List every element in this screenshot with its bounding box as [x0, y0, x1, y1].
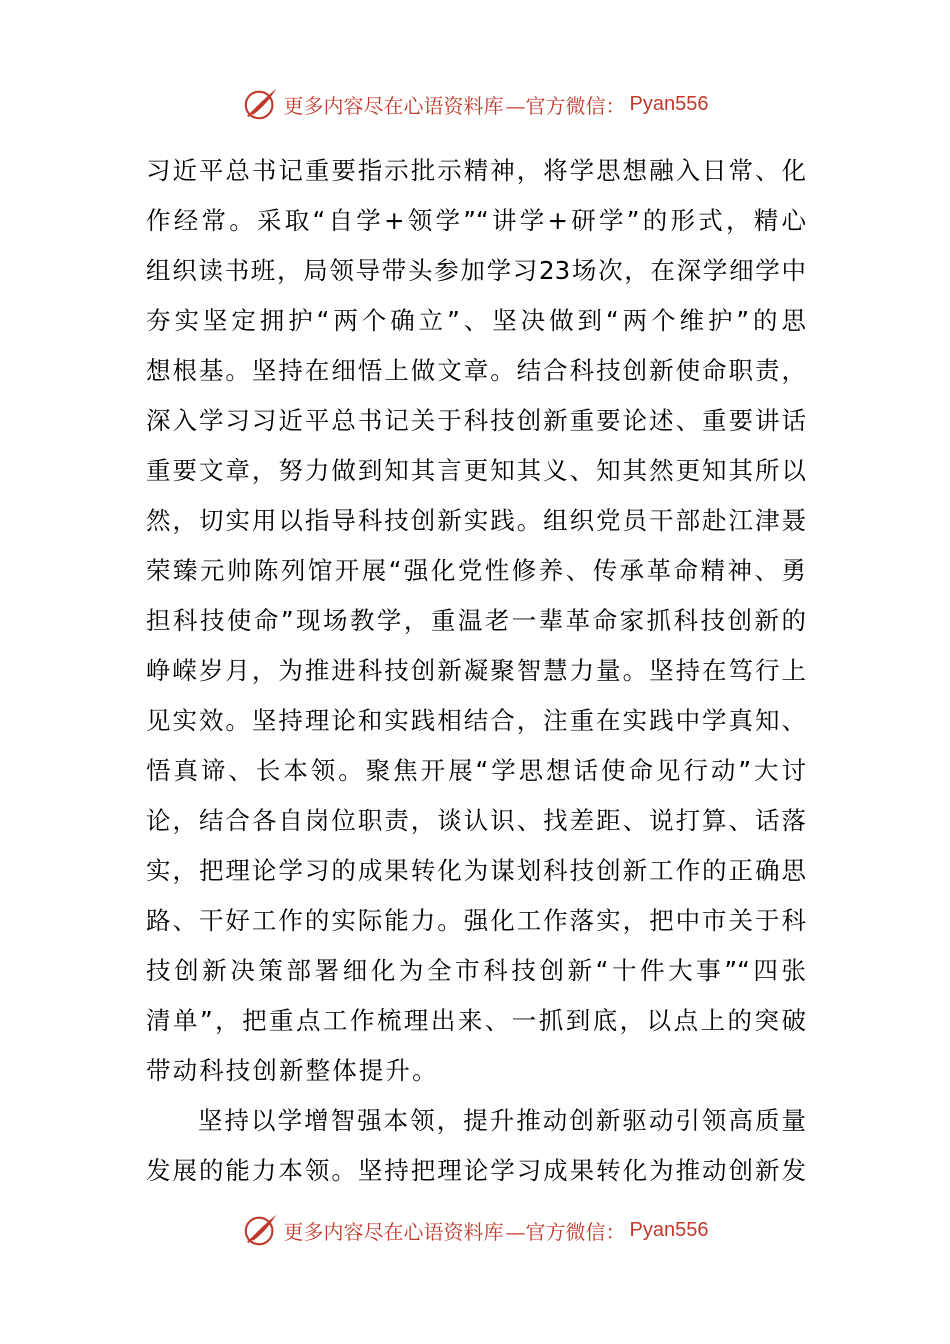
text-line: 峥嵘岁月，为推进科技创新凝聚智慧力量。坚持在笃行上 — [146, 656, 806, 685]
text-line: 习近平总书记重要指示批示精神，将学思想融入日常、化 — [146, 156, 806, 185]
text-line: 然，切实用以指导科技创新实践。组织党员干部赴江津聂 — [146, 506, 806, 535]
text-line: 组织读书班，局领导带头参加学习23场次，在深学细学中 — [146, 256, 806, 285]
paragraph-1 — [146, 146, 806, 1096]
footer-watermark-banner — [0, 1208, 950, 1252]
text-line: 担科技使命”现场教学，重温老一辈革命家抓科技创新的 — [146, 606, 806, 635]
text-line: 坚持以学增智强本领，提升推动创新驱动引领高质量 — [198, 1106, 806, 1135]
paragraph-2 — [146, 1096, 806, 1196]
banner-main-text: 更多内容尽在心语资料库 — [283, 93, 504, 118]
document-body — [146, 146, 806, 1196]
text-line: 论，结合各自岗位职责，谈认识、找差距、说打算、话落 — [146, 806, 806, 835]
text-line: 发展的能力本领。坚持把理论学习成果转化为推动创新发 — [146, 1156, 806, 1185]
text-line: 实，把理论学习的成果转化为谋划科技创新工作的正确思 — [146, 856, 806, 885]
banner-sub-text: —官方微信： — [505, 93, 626, 118]
text-line: 悟真谛、长本领。聚焦开展“学思想话使命见行动”大讨 — [146, 756, 806, 785]
text-line: 作经常。采取“自学+领学”“讲学+研学”的形式，精心 — [146, 206, 806, 235]
text-line: 荣臻元帅陈列馆开展“强化党性修养、传承革命精神、勇 — [146, 556, 806, 585]
text-line: 深入学习习近平总书记关于科技创新重要论述、重要讲话 — [146, 406, 806, 435]
text-line: 重要文章，努力做到知其言更知其义、知其然更知其所以 — [146, 456, 806, 485]
quill-pen-logo-icon — [242, 85, 280, 123]
text-line: 见实效。坚持理论和实践相结合，注重在实践中学真知、 — [146, 706, 806, 735]
header-watermark-banner — [0, 82, 950, 126]
quill-pen-logo-icon — [242, 1211, 280, 1249]
text-line: 想根基。坚持在细悟上做文章。结合科技创新使命职责， — [146, 356, 806, 385]
text-line: 带动科技创新整体提升。 — [146, 1056, 439, 1085]
banner-wechat-id: Pyan556 — [629, 1218, 709, 1241]
text-line: 夯实坚定拥护“两个确立”、坚决做到“两个维护”的思 — [146, 306, 806, 335]
banner-wechat-id: Pyan556 — [629, 92, 709, 115]
text-line: 路、干好工作的实际能力。强化工作落实，把中市关于科 — [146, 906, 806, 935]
banner-sub-text: —官方微信： — [505, 1219, 626, 1244]
banner-main-text: 更多内容尽在心语资料库 — [283, 1219, 504, 1244]
text-line: 技创新决策部署细化为全市科技创新“十件大事”“四张 — [146, 956, 806, 985]
text-line: 清单”，把重点工作梳理出来、一抓到底，以点上的突破 — [146, 1006, 806, 1035]
